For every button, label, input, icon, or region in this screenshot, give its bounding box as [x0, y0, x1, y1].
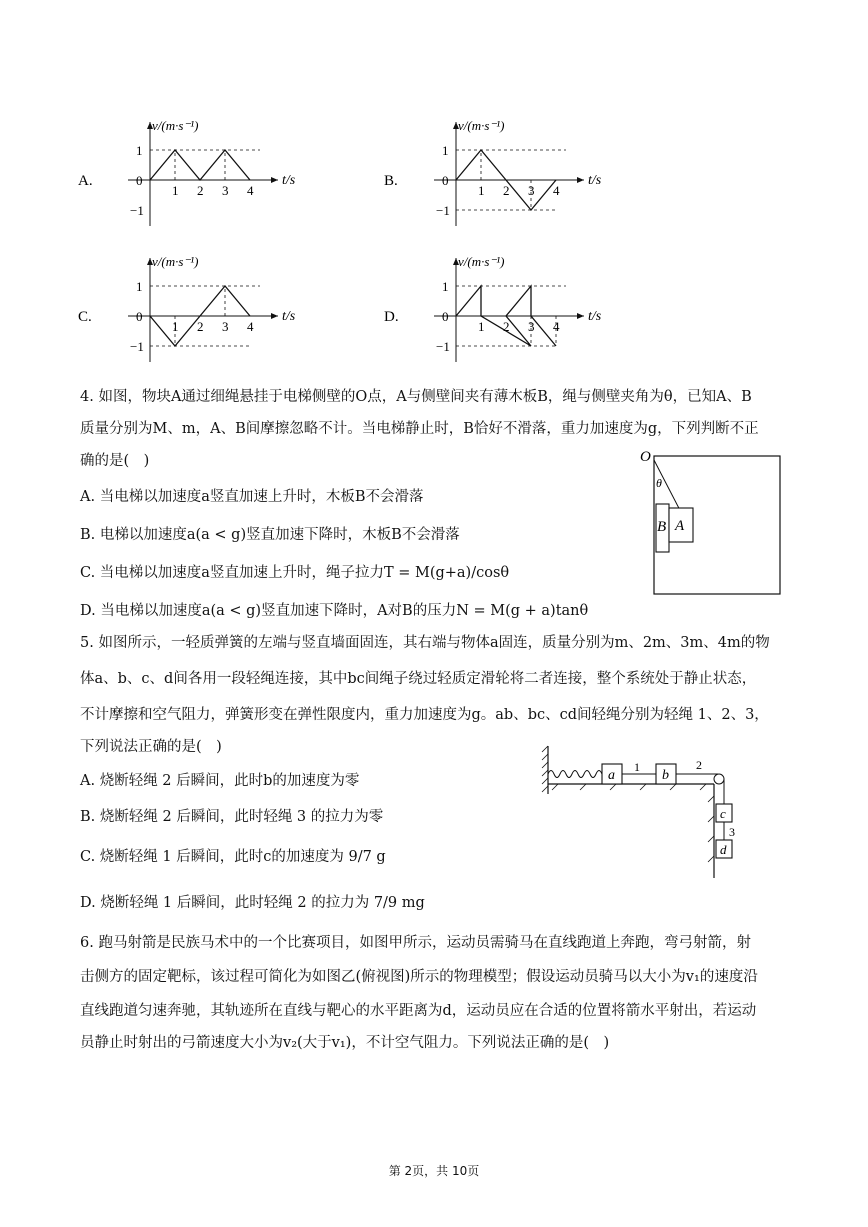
label-rope-1: 1 — [634, 760, 640, 774]
graph-d-v-label: v/(m·s⁻¹) — [458, 254, 505, 269]
label-d: d — [720, 842, 727, 857]
page-footer: 第 2页，共 10页 — [388, 1164, 480, 1178]
q4-option-a: A. 当电梯以加速度a竖直加速上升时，木板B不会滑落 — [80, 489, 424, 505]
label-b: B — [657, 519, 667, 535]
graph-b-v-label: v/(m·s⁻¹) — [458, 118, 505, 133]
graph-a-tick-t2: 2 — [197, 183, 204, 198]
graph-a-t-arrow — [271, 177, 278, 183]
graph-d-tick-t3: 3 — [528, 319, 535, 334]
graph-d-t-arrow — [577, 313, 584, 319]
graph-d-tick-neg1: −1 — [436, 339, 450, 354]
graph-a-tick-t3: 3 — [222, 183, 229, 198]
label-b: b — [662, 768, 669, 783]
q5-figure-svg — [540, 742, 750, 882]
graph-b-tick-t1: 1 — [478, 183, 485, 198]
graph-d-tick-1: 1 — [442, 279, 449, 294]
graph-c-v-label: v/(m·s⁻¹) — [152, 254, 199, 269]
q5-option-d: D. 烧断轻绳 1 后瞬间，此时轻绳 2 的拉力为 7/9 mg — [80, 895, 425, 911]
q5-option-a: A. 烧断轻绳 2 后瞬间，此时b的加速度为零 — [80, 773, 360, 789]
graph-d-letter: D. — [384, 309, 399, 325]
graph-d-tick-t1: 1 — [478, 319, 485, 334]
graph-a-t-label: t/s — [282, 173, 296, 188]
wall-hatching — [542, 746, 548, 792]
q5-option-b: B. 烧断轻绳 2 后瞬间，此时轻绳 3 的拉力为零 — [80, 809, 384, 825]
graph-a-tick-t4: 4 — [247, 183, 254, 198]
graph-c-t-label: t/s — [282, 309, 296, 324]
graph-b-tick-t4: 4 — [553, 183, 560, 198]
graph-b-tick-t2: 2 — [503, 183, 510, 198]
q4-option-b: B. 电梯以加速度a(a < g)竖直加速下降时，木板B不会滑落 — [80, 527, 460, 543]
label-c: c — [720, 806, 726, 821]
q4-line-2: 质量分别为M、m，A、B间摩擦忽略不计。当电梯静止时，B恰好不滑落，重力加速度为g，下列判断不正 — [80, 421, 759, 437]
graph-b-tick-1: 1 — [442, 143, 449, 158]
graph-d-tick-t2: 2 — [503, 319, 510, 334]
pulley — [714, 774, 724, 784]
graph-b-tick-t3: 3 — [528, 183, 535, 198]
graph-c-letter: C. — [78, 309, 92, 325]
graph-d-tick-t4: 4 — [553, 319, 560, 334]
graph-c-tick-t2: 2 — [197, 319, 204, 334]
graph-c-tick-t3: 3 — [222, 319, 229, 334]
graph-a-letter: A. — [78, 173, 93, 189]
q5-line-4: 下列说法正确的是( ) — [80, 739, 222, 755]
graph-d-t-label: t/s — [588, 309, 602, 324]
graph-c-tick-t1: 1 — [172, 319, 179, 334]
q4-figure-svg — [636, 450, 786, 600]
q4-option-c: C. 当电梯以加速度a竖直加速上升时，绳子拉力T = M(g+a)/cosθ — [80, 565, 510, 581]
spring — [548, 771, 602, 778]
label-a: a — [608, 768, 615, 783]
label-a: A — [675, 518, 685, 534]
label-theta: θ — [656, 476, 662, 490]
graph-a-tick-t1: 1 — [172, 183, 179, 198]
q5-line-3: 不计摩擦和空气阻力，弹簧形变在弹性限度内，重力加速度为g。ab、bc、cd间轻绳分别为轻绳 1、2、3， — [80, 707, 769, 723]
graph-a-line — [150, 150, 250, 180]
q6-line-4: 员静止时射出的弓箭速度大小为v₂(大于v₁)，不计空气阻力。下列说法正确的是( ) — [80, 1035, 610, 1051]
vt-graph-grid — [78, 108, 638, 378]
graph-b-letter: B. — [384, 173, 398, 189]
q4-elevator-figure — [636, 450, 786, 600]
q6-line-3: 直线跑道匀速奔驰，其轨迹所在直线与靶心的水平距离为d，运动员应在合适的位置将箭水平射出，若运动 — [80, 1003, 757, 1019]
table-hatching — [552, 784, 706, 790]
graph-d-tick-0: 0 — [442, 309, 449, 324]
vt-graphs-svg — [78, 108, 638, 378]
label-rope-3: 3 — [729, 825, 735, 839]
q6-line-1: 6. 跑马射箭是民族马术中的一个比赛项目，如图甲所示，运动员需骑马在直线跑道上奔跑，弯弓射箭，射 — [80, 935, 751, 951]
q5-option-c: C. 烧断轻绳 1 后瞬间，此时c的加速度为 9/7 g — [80, 849, 386, 865]
graph-c-t-arrow — [271, 313, 278, 319]
graph-a-tick-1: 1 — [136, 143, 143, 158]
graph-b-tick-neg1: −1 — [436, 203, 450, 218]
graph-c-tick-1: 1 — [136, 279, 143, 294]
graph-b-tick-0: 0 — [442, 173, 449, 188]
graph-a-tick-neg1: −1 — [130, 203, 144, 218]
q4-line-1: 4. 如图，物块A通过细绳悬挂于电梯侧壁的O点，A与侧壁间夹有薄木板B，绳与侧壁夹角为θ，已知A、B — [80, 389, 752, 405]
graph-c-tick-neg1: −1 — [130, 339, 144, 354]
graph-a-tick-0: 0 — [136, 173, 143, 188]
q5-line-2: 体a、b、c、d间各用一段轻绳连接，其中bc间绳子绕过轻质定滑轮将二者连接，整个系统处于静止状态， — [80, 671, 757, 687]
q4-option-d: D. 当电梯以加速度a(a < g)竖直加速下降时，A对B的压力N = M(g + a)tanθ — [80, 603, 589, 619]
label-o: O — [640, 450, 651, 465]
graph-a-v-label: v/(m·s⁻¹) — [152, 118, 199, 133]
label-rope-2: 2 — [696, 758, 702, 772]
graph-b-t-label: t/s — [588, 173, 602, 188]
graph-c-tick-0: 0 — [136, 309, 143, 324]
q5-pulley-figure — [540, 742, 750, 882]
q6-line-2: 击侧方的固定靶标，该过程可简化为如图乙(俯视图)所示的物理模型；假设运动员骑马以大小为v₁的速度沿 — [80, 969, 758, 985]
side-hatching — [708, 796, 714, 862]
q5-line-1: 5. 如图所示，一轻质弹簧的左端与竖直墙面固连，其右端与物体a固连，质量分别为m、2m、3m、4m的物 — [80, 635, 770, 651]
graph-b-t-arrow — [577, 177, 584, 183]
graph-c-tick-t4: 4 — [247, 319, 254, 334]
q4-line-3: 确的是( ) — [80, 453, 150, 469]
